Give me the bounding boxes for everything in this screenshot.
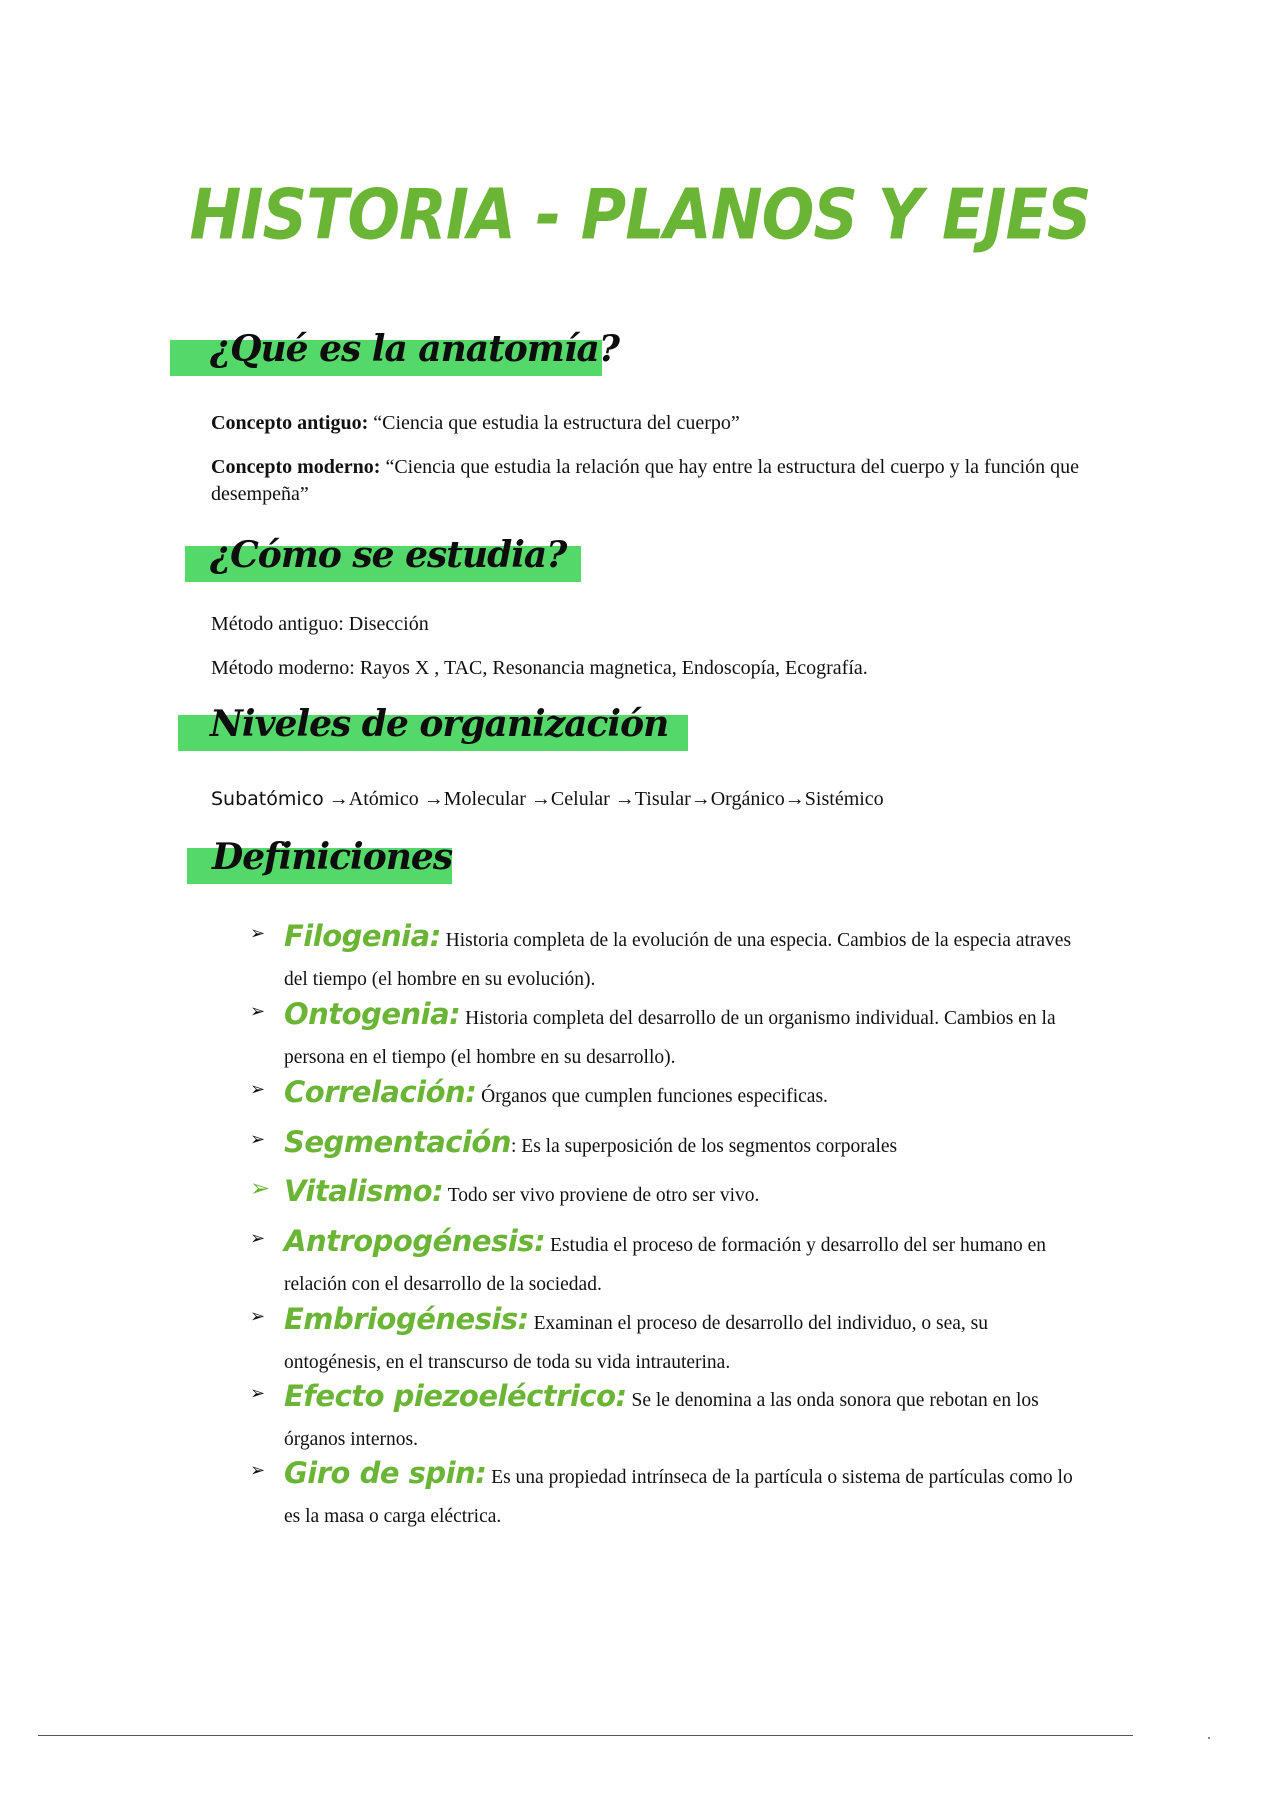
- definition-text: Examinan el proceso de desarrollo del individuo, o sea, su ontogénesis, en el transcurso de toda su vida intrauterina.: [284, 1313, 988, 1373]
- concepto-antiguo-text: “Ciencia que estudia la estructura del cuerpo”: [368, 412, 740, 434]
- arrowhead-bullet-icon: ➢: [250, 1306, 266, 1327]
- definition-term: Correlación:: [284, 1075, 477, 1109]
- niveles-rest: →Atómico →Molecular →Celular →Tisular→Orgánico→Sistémico: [323, 788, 884, 810]
- arrowhead-bullet-icon: ➢: [250, 1460, 266, 1481]
- definition-term: Embriogénesis:: [284, 1302, 529, 1336]
- definition-term: Ontogenia:: [284, 997, 461, 1031]
- definition-term: Antropogénesis:: [284, 1224, 546, 1258]
- arrowhead-bullet-icon: ➢: [250, 1174, 271, 1202]
- section-heading-niveles: [178, 703, 688, 751]
- definition-text: Historia completa del desarrollo de un organismo individual. Cambios en la persona en el tiempo (el hombre en su desarrollo).: [284, 1008, 1056, 1068]
- definition-term: Segmentación: [284, 1125, 511, 1159]
- concepto-antiguo: [211, 410, 1081, 437]
- arrowhead-bullet-icon: ➢: [250, 1129, 266, 1150]
- arrowhead-bullet-icon: ➢: [250, 923, 266, 944]
- heading-label: Definiciones: [212, 836, 453, 878]
- niveles-sequence: [211, 786, 1081, 813]
- section-heading-estudio: [185, 534, 581, 582]
- definition-text: Estudia el proceso de formación y desarrollo del ser humano en relación con el desarrollo de la sociedad.: [284, 1235, 1047, 1295]
- concepto-moderno: [211, 454, 1081, 508]
- arrowhead-bullet-icon: ➢: [250, 1079, 266, 1100]
- footer-divider: [38, 1735, 1133, 1736]
- section-heading-definiciones: [187, 836, 453, 884]
- arrowhead-bullet-icon: ➢: [250, 1001, 266, 1022]
- arrowhead-bullet-icon: ➢: [250, 1383, 266, 1404]
- definition-term: Vitalismo:: [284, 1174, 444, 1208]
- niveles-first: Subatómico: [211, 788, 324, 810]
- section-heading-anatomia: [170, 328, 619, 376]
- heading-label: Niveles de organización: [210, 703, 669, 745]
- definition-text: Es una propiedad intrínseca de la partícula o sistema de partículas como lo es la masa o carga eléctrica.: [284, 1467, 1073, 1527]
- concepto-moderno-label: Concepto moderno:: [211, 456, 381, 478]
- footer-dot: [1208, 1737, 1210, 1739]
- metodo-moderno: Método moderno: Rayos X , TAC, Resonancia magnetica, Endoscopía, Ecografía.: [211, 657, 868, 679]
- definition-term: Efecto piezoeléctrico:: [284, 1379, 627, 1413]
- definition-term: Filogenia:: [284, 919, 441, 953]
- page-title: HISTORIA - PLANOS Y EJES: [189, 173, 1091, 256]
- heading-label: ¿Cómo se estudia?: [210, 534, 567, 576]
- concepto-antiguo-label: Concepto antiguo:: [211, 412, 369, 434]
- definition-text: Órganos que cumplen funciones especificas.: [476, 1086, 828, 1107]
- definition-term: Giro de spin:: [284, 1456, 487, 1490]
- arrowhead-bullet-icon: ➢: [250, 1228, 266, 1249]
- definition-text: Historia completa de la evolución de una especia. Cambios de la especia atraves del tiempo (el hombre en su evolución).: [284, 930, 1072, 990]
- definition-text: Se le denomina a las onda sonora que rebotan en los órganos internos.: [284, 1390, 1039, 1450]
- metodo-antiguo: Método antiguo: Disección: [211, 613, 429, 635]
- definition-text: : Es la superposición de los segmentos corporales: [510, 1136, 898, 1157]
- definition-text: Todo ser vivo proviene de otro ser vivo.: [443, 1185, 760, 1206]
- concepto-moderno-text: “Ciencia que estudia la relación que hay entre la estructura del cuerpo y la función que desempeña”: [211, 456, 1080, 505]
- heading-label: ¿Qué es la anatomía?: [210, 328, 619, 370]
